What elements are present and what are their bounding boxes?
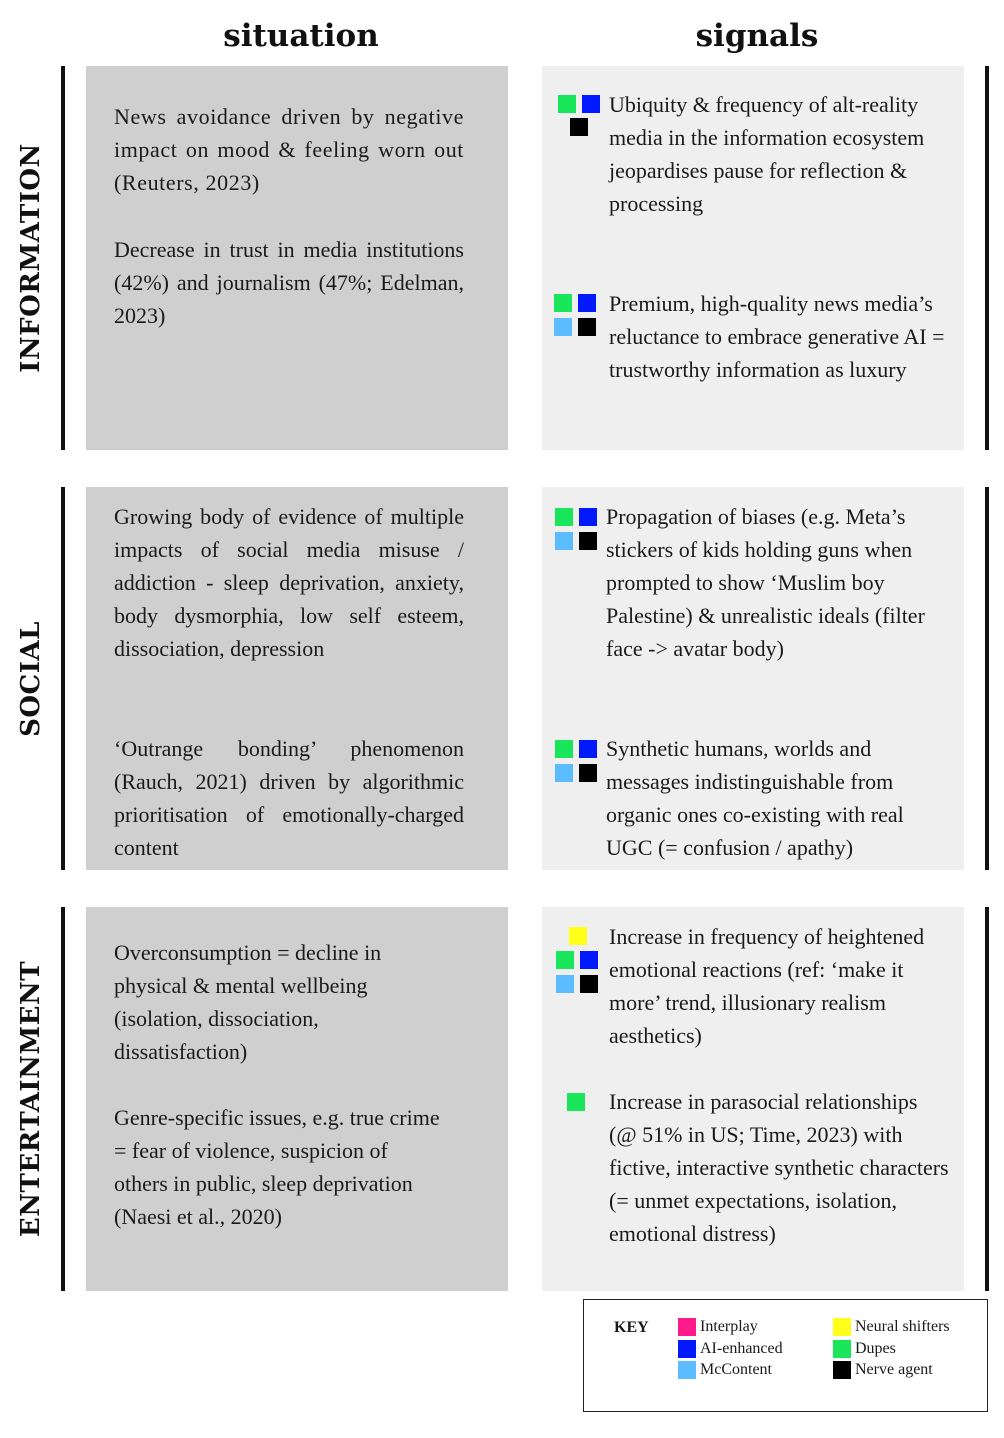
signal-item: Premium, high-quality news media’s reluctance to embrace generative AI = trustworthy information as luxury <box>609 291 945 382</box>
mccontent-marker-icon <box>555 764 573 782</box>
dupes-marker-icon <box>567 1093 585 1111</box>
left-divider <box>61 907 65 1291</box>
row-label-text: ENTERTAINMENT <box>16 960 47 1238</box>
ai-enhanced-marker-icon <box>579 508 597 526</box>
situation-paragraph: Genre-specific issues, e.g. true crime = fear of violence, suspicion of others in public, sleep deprivation (Naesi et al., 2020) <box>114 1105 440 1229</box>
mccontent-marker-icon <box>554 318 572 336</box>
neural-shifters-marker-icon <box>569 927 587 945</box>
situation-panel-information <box>86 66 508 450</box>
ai-enhanced-marker-icon <box>580 951 598 969</box>
situation-paragraph: Growing body of evidence of multiple impacts of social media misuse / addiction - sleep deprivation, anxiety, body dysmorphia, low self esteem, dissociation, depression <box>114 504 464 661</box>
dupes-marker-icon <box>556 951 574 969</box>
signal-item: Increase in parasocial relationships (@ 51% in US; Time, 2023) with fictive, interactive synthetic characters (= unmet expectations, isolation, emotional distress) <box>609 1089 949 1246</box>
left-divider <box>61 487 65 870</box>
ai-enhanced-marker-icon <box>578 294 596 312</box>
row-label-entertainment <box>0 907 62 1291</box>
legend-title: KEY <box>614 1319 649 1336</box>
row-label-text: INFORMATION <box>16 143 47 373</box>
signals-panel-social <box>542 487 964 870</box>
legend-label: Interplay <box>700 1318 758 1335</box>
signals-panel-entertainment <box>542 907 964 1291</box>
situation-paragraph: ‘Outrange bonding’ phenomenon (Rauch, 2021) driven by algorithmic prioritisation of emotionally-charged content <box>114 736 464 860</box>
mccontent-marker-icon <box>555 532 573 550</box>
mccontent-swatch-icon <box>678 1361 696 1379</box>
legend-item-nerve-agent <box>833 1360 933 1380</box>
dupes-marker-icon <box>555 508 573 526</box>
nerve-agent-swatch-icon <box>833 1361 851 1379</box>
legend-item-neural-shifters <box>833 1317 950 1337</box>
situation-panel-social <box>86 487 508 870</box>
ai-enhanced-marker-icon <box>579 740 597 758</box>
legend-label: McContent <box>700 1361 772 1378</box>
situation-paragraph: Overconsumption = decline in physical & mental wellbeing (isolation, dissociation, dissatisfaction) <box>114 940 382 1064</box>
dupes-marker-icon <box>558 95 576 113</box>
row-label-text: SOCIAL <box>16 620 47 737</box>
signal-item: Propagation of biases (e.g. Meta’s stickers of kids holding guns when prompted to show ‘Muslim boy Palestine) & unrealistic ideals (filter face -> avatar body) <box>606 504 925 661</box>
signal-item: Increase in frequency of heightened emotional reactions (ref: ‘make it more’ trend, illusionary realism aesthetics) <box>609 924 925 1048</box>
nerve-agent-marker-icon <box>579 764 597 782</box>
left-divider <box>61 66 65 450</box>
legend-label: Nerve agent <box>855 1361 933 1378</box>
ai-enhanced-swatch-icon <box>678 1340 696 1358</box>
legend-key <box>583 1299 988 1412</box>
neural-shifters-swatch-icon <box>833 1318 851 1336</box>
nerve-agent-marker-icon <box>579 532 597 550</box>
nerve-agent-marker-icon <box>578 318 596 336</box>
legend-label: AI-enhanced <box>700 1340 783 1357</box>
situation-paragraph: Decrease in trust in media institutions (42%) and journalism (47%; Edelman, 2023) <box>114 237 464 328</box>
signal-item: Ubiquity & frequency of alt-reality media in the information ecosystem jeopardises pause for reflection & processing <box>609 92 925 216</box>
situation-header: situation <box>223 18 379 54</box>
right-divider <box>985 487 989 870</box>
signals-header: signals <box>695 18 819 54</box>
dupes-marker-icon <box>554 294 572 312</box>
ai-enhanced-marker-icon <box>582 95 600 113</box>
situation-paragraph: News avoidance driven by negative impact on mood & feeling worn out (Reuters, 2023) <box>114 104 464 195</box>
signals-panel-information <box>542 66 964 450</box>
legend-label: Dupes <box>855 1340 896 1357</box>
right-divider <box>985 66 989 450</box>
dupes-marker-icon <box>555 740 573 758</box>
row-label-social <box>0 487 62 870</box>
row-label-information <box>0 66 62 450</box>
mccontent-marker-icon <box>556 975 574 993</box>
situation-panel-entertainment <box>86 907 508 1291</box>
legend-item-mccontent <box>678 1360 772 1380</box>
dupes-swatch-icon <box>833 1340 851 1358</box>
legend-label: Neural shifters <box>855 1318 950 1335</box>
legend-item-interplay <box>678 1317 758 1337</box>
legend-item-ai-enhanced <box>678 1339 783 1359</box>
nerve-agent-marker-icon <box>580 975 598 993</box>
signal-item: Synthetic humans, worlds and messages indistinguishable from organic ones co-existing with real UGC (= confusion / apathy) <box>606 736 904 860</box>
right-divider <box>985 907 989 1291</box>
nerve-agent-marker-icon <box>570 118 588 136</box>
legend-item-dupes <box>833 1339 896 1359</box>
interplay-swatch-icon <box>678 1318 696 1336</box>
